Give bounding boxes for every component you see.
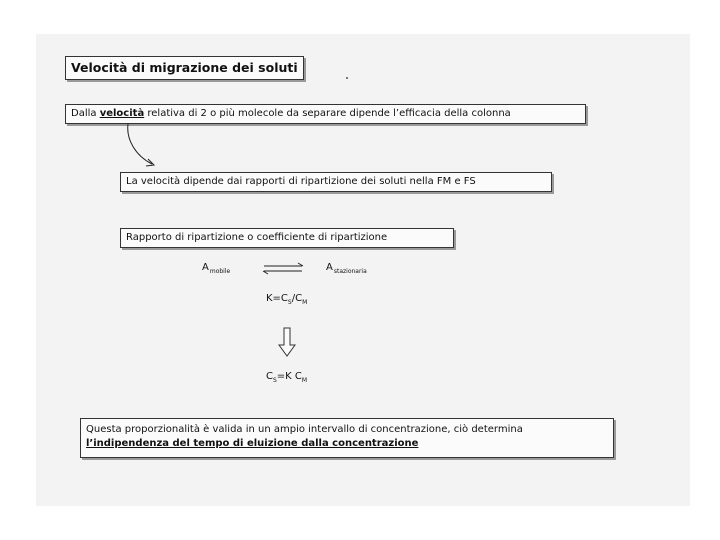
statement-keyword: velocità bbox=[99, 108, 145, 119]
curved-arrow-line bbox=[128, 124, 152, 164]
down-arrow-icon bbox=[279, 328, 295, 356]
coefficient-heading-box: Rapporto di ripartizione o coefficiente di ripartizione bbox=[120, 228, 454, 248]
cs-formula-c: C bbox=[266, 371, 273, 382]
cs-formula-sub-m: M bbox=[301, 377, 308, 384]
proportionality-line1: Questa proporzionalità è valida in un ampio intervallo di concentrazione, ciò determina bbox=[86, 424, 523, 435]
statement-suffix: relativa di 2 o più molecole da separare dipende l’efficacia della colonna bbox=[144, 108, 511, 119]
slide-title: Velocità di migrazione dei soluti bbox=[65, 56, 304, 80]
a-stationary-sub: stazionaria bbox=[333, 268, 367, 275]
proportionality-line2: l’indipendenza del tempo di eluizione dalla concentrazione bbox=[86, 438, 419, 449]
statement-prefix: Dalla bbox=[71, 108, 100, 119]
k-formula-div: /C bbox=[291, 293, 303, 304]
k-formula-sub-m: M bbox=[302, 299, 308, 306]
a-mobile-symbol: A bbox=[202, 262, 209, 273]
k-formula-sub-s: S bbox=[287, 299, 292, 306]
a-mobile-sub: mobile bbox=[209, 268, 231, 275]
k-formula-lhs: K=C bbox=[266, 293, 288, 304]
partition-ratio-box: La velocità dipende dai rapporti di ripartizione dei soluti nella FM e FS bbox=[120, 172, 552, 192]
cs-formula-mid: =K C bbox=[276, 371, 302, 382]
a-stationary-symbol: A bbox=[326, 262, 333, 273]
cs-formula-sub-s: S bbox=[272, 377, 277, 384]
